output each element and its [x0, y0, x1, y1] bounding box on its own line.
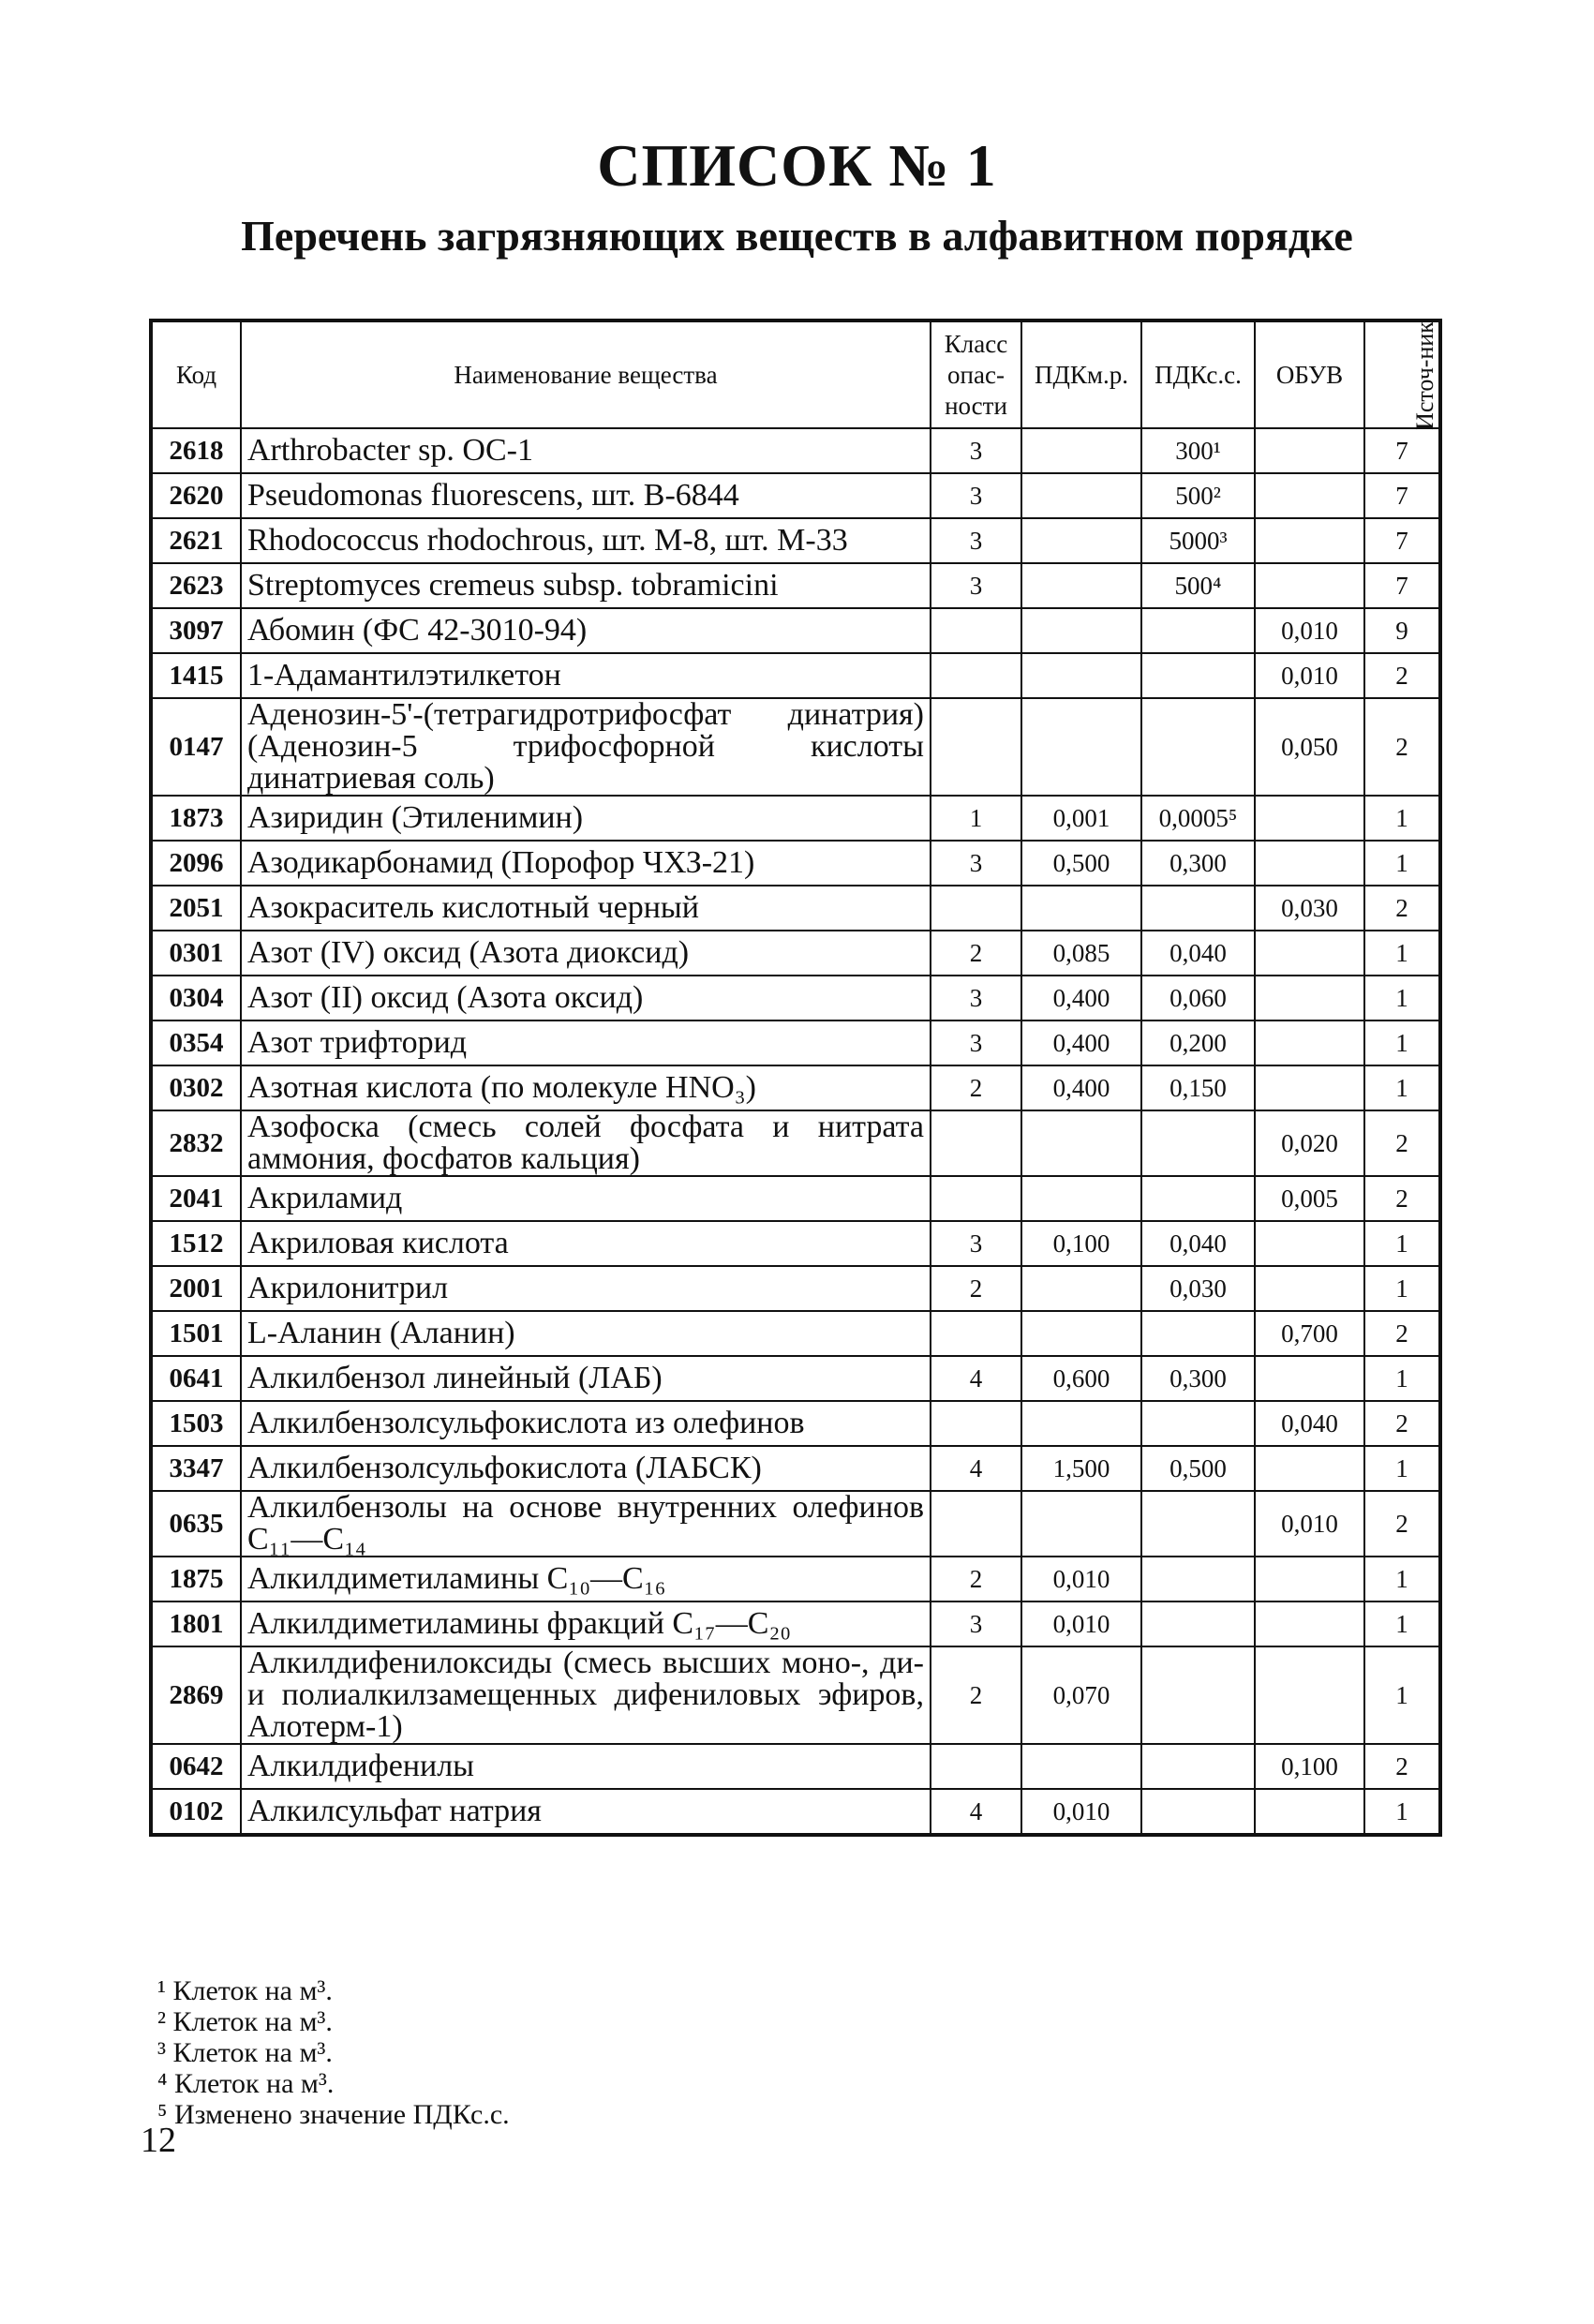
cell-pdk-ss	[1141, 1491, 1255, 1557]
cell-obuv: 0,020	[1255, 1110, 1364, 1176]
cell-obuv: 0,030	[1255, 886, 1364, 931]
cell-code: 1875	[151, 1557, 241, 1601]
header-code: Код	[151, 320, 241, 428]
table-row	[151, 428, 1440, 473]
cell-pdk-ss: 0,150	[1141, 1065, 1255, 1110]
table-row	[151, 1065, 1440, 1110]
cell-name: Азот (IV) оксид (Азота диоксид)	[241, 931, 931, 976]
cell-pdk-ss: 500²	[1141, 473, 1255, 518]
cell-code: 0102	[151, 1789, 241, 1835]
table-row	[151, 1446, 1440, 1491]
cell-pdk-mr	[1021, 1110, 1141, 1176]
cell-name: Алкилбензолы на основе внутренних олефинов C₁₁—C₁₄	[241, 1491, 931, 1557]
cell-name: Алкилбензолсульфокислота из олефинов	[241, 1401, 931, 1446]
cell-source: 1	[1364, 1221, 1440, 1266]
cell-source: 7	[1364, 473, 1440, 518]
cell-source: 1	[1364, 796, 1440, 841]
cell-obuv	[1255, 1446, 1364, 1491]
cell-pdk-ss	[1141, 653, 1255, 698]
cell-pdk-mr: 0,100	[1021, 1221, 1141, 1266]
table-row	[151, 1176, 1440, 1221]
cell-pdk-ss	[1141, 1557, 1255, 1601]
cell-pdk-mr	[1021, 428, 1141, 473]
header-class: Класс опас-ности	[931, 320, 1021, 428]
cell-code: 0302	[151, 1065, 241, 1110]
table-header-row	[151, 320, 1440, 428]
cell-name: Акрилонитрил	[241, 1266, 931, 1311]
cell-name: Акриловая кислота	[241, 1221, 931, 1266]
cell-name: Азиридин (Этиленимин)	[241, 796, 931, 841]
cell-class	[931, 1110, 1021, 1176]
cell-pdk-mr: 0,070	[1021, 1646, 1141, 1744]
cell-source: 2	[1364, 653, 1440, 698]
header-pdk-mr: ПДКм.р.	[1021, 320, 1141, 428]
footnote: ³ Клеток на м³.	[157, 2037, 333, 2068]
cell-source: 1	[1364, 1601, 1440, 1646]
header-pdk-ss: ПДКс.с.	[1141, 320, 1255, 428]
cell-source: 1	[1364, 1646, 1440, 1744]
table-row	[151, 473, 1440, 518]
cell-name: Аденозин-5'-(тетрагидротрифосфат динатрия) (Аденозин-5 трифосфорной кислоты динатриевая соль)	[241, 698, 931, 796]
cell-code: 1415	[151, 653, 241, 698]
cell-code: 1873	[151, 796, 241, 841]
cell-class	[931, 1744, 1021, 1789]
cell-code: 1503	[151, 1401, 241, 1446]
cell-class: 3	[931, 841, 1021, 886]
table-row	[151, 1356, 1440, 1401]
cell-obuv	[1255, 841, 1364, 886]
table-row	[151, 1020, 1440, 1065]
cell-obuv	[1255, 1266, 1364, 1311]
cell-pdk-ss	[1141, 1646, 1255, 1744]
cell-obuv: 0,010	[1255, 608, 1364, 653]
cell-name: Алкилдиметиламины C₁₀—C₁₆	[241, 1557, 931, 1601]
cell-pdk-mr: 0,500	[1021, 841, 1141, 886]
cell-pdk-ss	[1141, 1176, 1255, 1221]
table-row	[151, 1311, 1440, 1356]
cell-name: Азот (II) оксид (Азота оксид)	[241, 976, 931, 1020]
cell-class: 3	[931, 428, 1021, 473]
cell-class: 4	[931, 1356, 1021, 1401]
page-subtitle: Перечень загрязняющих веществ в алфавитном порядке	[241, 212, 1353, 260]
cell-pdk-mr	[1021, 608, 1141, 653]
cell-source: 1	[1364, 1446, 1440, 1491]
cell-source: 2	[1364, 1491, 1440, 1557]
cell-code: 0147	[151, 698, 241, 796]
cell-source: 2	[1364, 1401, 1440, 1446]
table-row	[151, 796, 1440, 841]
cell-pdk-ss: 0,060	[1141, 976, 1255, 1020]
table-row	[151, 1221, 1440, 1266]
table-row	[151, 886, 1440, 931]
cell-obuv	[1255, 1601, 1364, 1646]
cell-pdk-mr: 0,001	[1021, 796, 1141, 841]
cell-pdk-ss: 0,200	[1141, 1020, 1255, 1065]
cell-pdk-mr	[1021, 1491, 1141, 1557]
cell-obuv	[1255, 473, 1364, 518]
cell-pdk-ss: 0,040	[1141, 1221, 1255, 1266]
cell-pdk-ss	[1141, 886, 1255, 931]
cell-class: 4	[931, 1446, 1021, 1491]
cell-code: 0641	[151, 1356, 241, 1401]
cell-pdk-ss: 0,500	[1141, 1446, 1255, 1491]
table-row	[151, 563, 1440, 608]
cell-source: 1	[1364, 1020, 1440, 1065]
cell-code: 1501	[151, 1311, 241, 1356]
table-row	[151, 1266, 1440, 1311]
cell-source: 9	[1364, 608, 1440, 653]
cell-obuv: 0,010	[1255, 1491, 1364, 1557]
cell-code: 3097	[151, 608, 241, 653]
cell-class: 3	[931, 563, 1021, 608]
cell-name: Алкилдиметиламины фракций C₁₇—C₂₀	[241, 1601, 931, 1646]
cell-source: 2	[1364, 1110, 1440, 1176]
cell-name: Алкилдифенилы	[241, 1744, 931, 1789]
table-row	[151, 1401, 1440, 1446]
cell-pdk-mr: 1,500	[1021, 1446, 1141, 1491]
table-row	[151, 1557, 1440, 1601]
cell-pdk-mr	[1021, 518, 1141, 563]
footnote: ⁴ Клеток на м³.	[157, 2068, 335, 2099]
header-obuv: ОБУВ	[1255, 320, 1364, 428]
cell-pdk-mr	[1021, 473, 1141, 518]
cell-source: 1	[1364, 976, 1440, 1020]
cell-class	[931, 1491, 1021, 1557]
cell-obuv	[1255, 428, 1364, 473]
cell-pdk-ss: 5000³	[1141, 518, 1255, 563]
cell-obuv	[1255, 1020, 1364, 1065]
cell-code: 2621	[151, 518, 241, 563]
cell-pdk-mr: 0,085	[1021, 931, 1141, 976]
page-title: СПИСОК № 1	[597, 132, 997, 199]
cell-class: 4	[931, 1789, 1021, 1835]
cell-class: 3	[931, 473, 1021, 518]
cell-pdk-ss: 500⁴	[1141, 563, 1255, 608]
cell-pdk-mr: 0,400	[1021, 976, 1141, 1020]
header-source	[1364, 320, 1440, 428]
cell-name: Абомин (ФС 42-3010-94)	[241, 608, 931, 653]
cell-class: 2	[931, 1266, 1021, 1311]
cell-name: Азокраситель кислотный черный	[241, 886, 931, 931]
footnote: ¹ Клеток на м³.	[157, 1975, 333, 2006]
cell-class: 3	[931, 1020, 1021, 1065]
cell-class: 2	[931, 1646, 1021, 1744]
cell-class: 3	[931, 1221, 1021, 1266]
page-number: 12	[141, 2121, 176, 2160]
cell-pdk-mr	[1021, 563, 1141, 608]
cell-pdk-ss: 0,0005⁵	[1141, 796, 1255, 841]
cell-obuv	[1255, 1065, 1364, 1110]
cell-name: Акриламид	[241, 1176, 931, 1221]
cell-code: 0635	[151, 1491, 241, 1557]
cell-pdk-ss: 0,030	[1141, 1266, 1255, 1311]
cell-class: 2	[931, 931, 1021, 976]
cell-pdk-mr: 0,400	[1021, 1020, 1141, 1065]
cell-source: 2	[1364, 698, 1440, 796]
cell-class: 2	[931, 1557, 1021, 1601]
cell-source: 1	[1364, 1065, 1440, 1110]
cell-code: 2620	[151, 473, 241, 518]
cell-class	[931, 608, 1021, 653]
cell-pdk-ss	[1141, 1311, 1255, 1356]
cell-pdk-mr	[1021, 1176, 1141, 1221]
cell-obuv	[1255, 563, 1364, 608]
cell-source: 2	[1364, 1176, 1440, 1221]
cell-name: Arthrobacter sp. OC-1	[241, 428, 931, 473]
cell-code: 2869	[151, 1646, 241, 1744]
table-row	[151, 518, 1440, 563]
table-row	[151, 841, 1440, 886]
cell-source: 1	[1364, 1266, 1440, 1311]
cell-code: 0304	[151, 976, 241, 1020]
cell-source: 2	[1364, 1744, 1440, 1789]
cell-pdk-ss: 0,300	[1141, 1356, 1255, 1401]
cell-class	[931, 653, 1021, 698]
cell-code: 0354	[151, 1020, 241, 1065]
cell-pdk-ss	[1141, 698, 1255, 796]
cell-class	[931, 698, 1021, 796]
cell-pdk-mr	[1021, 1744, 1141, 1789]
cell-source: 7	[1364, 428, 1440, 473]
cell-pdk-ss: 0,040	[1141, 931, 1255, 976]
cell-source: 1	[1364, 1557, 1440, 1601]
table-row	[151, 1601, 1440, 1646]
cell-name: Rhodococcus rhodochrous, шт. М-8, шт. М-33	[241, 518, 931, 563]
cell-pdk-mr	[1021, 1311, 1141, 1356]
cell-obuv	[1255, 518, 1364, 563]
cell-name: Азотная кислота (по молекуле HNO₃)	[241, 1065, 931, 1110]
table-row	[151, 1744, 1440, 1789]
table-row	[151, 653, 1440, 698]
cell-obuv: 0,050	[1255, 698, 1364, 796]
cell-pdk-ss	[1141, 1789, 1255, 1835]
cell-code: 1801	[151, 1601, 241, 1646]
cell-obuv	[1255, 931, 1364, 976]
cell-obuv: 0,040	[1255, 1401, 1364, 1446]
cell-obuv: 0,005	[1255, 1176, 1364, 1221]
cell-name: Алкилдифенилоксиды (смесь высших моно-, ди- и полиалкилзамещенных дифениловых эфиров, Алотерм-1)	[241, 1646, 931, 1744]
cell-code: 2618	[151, 428, 241, 473]
cell-code: 2832	[151, 1110, 241, 1176]
cell-class	[931, 1311, 1021, 1356]
cell-code: 3347	[151, 1446, 241, 1491]
footnote: ⁵ Изменено значение ПДКс.с.	[157, 2099, 510, 2130]
cell-class	[931, 886, 1021, 931]
cell-class: 1	[931, 796, 1021, 841]
cell-name: Pseudomonas fluorescens, шт. В-6844	[241, 473, 931, 518]
header-name: Наименование вещества	[241, 320, 931, 428]
cell-pdk-mr	[1021, 1401, 1141, 1446]
cell-pdk-ss: 300¹	[1141, 428, 1255, 473]
cell-code: 2001	[151, 1266, 241, 1311]
cell-class	[931, 1401, 1021, 1446]
cell-pdk-ss	[1141, 1110, 1255, 1176]
cell-obuv: 0,700	[1255, 1311, 1364, 1356]
cell-source: 1	[1364, 931, 1440, 976]
cell-name: Streptomyces cremeus subsp. tobramicini	[241, 563, 931, 608]
cell-source: 2	[1364, 1311, 1440, 1356]
cell-name: 1-Адамантилэтилкетон	[241, 653, 931, 698]
cell-class: 3	[931, 1601, 1021, 1646]
cell-name: Алкилбензол линейный (ЛАБ)	[241, 1356, 931, 1401]
cell-obuv: 0,010	[1255, 653, 1364, 698]
table-row	[151, 976, 1440, 1020]
table-row	[151, 1646, 1440, 1744]
cell-pdk-mr: 0,010	[1021, 1789, 1141, 1835]
cell-obuv	[1255, 976, 1364, 1020]
cell-code: 0642	[151, 1744, 241, 1789]
cell-name: Азот трифторид	[241, 1020, 931, 1065]
cell-class: 3	[931, 518, 1021, 563]
table-row	[151, 698, 1440, 796]
cell-pdk-mr	[1021, 698, 1141, 796]
table-row	[151, 608, 1440, 653]
cell-pdk-mr: 0,600	[1021, 1356, 1141, 1401]
cell-pdk-mr: 0,010	[1021, 1557, 1141, 1601]
cell-code: 2041	[151, 1176, 241, 1221]
cell-source: 1	[1364, 1356, 1440, 1401]
cell-name: Азофоска (смесь солей фосфата и нитрата аммония, фосфатов кальция)	[241, 1110, 931, 1176]
cell-obuv: 0,100	[1255, 1744, 1364, 1789]
cell-class: 2	[931, 1065, 1021, 1110]
substances-table	[149, 319, 1442, 1837]
cell-obuv	[1255, 1557, 1364, 1601]
cell-pdk-ss	[1141, 1601, 1255, 1646]
table-row	[151, 1491, 1440, 1557]
cell-source: 7	[1364, 563, 1440, 608]
cell-code: 2051	[151, 886, 241, 931]
header-source-label: Источ-ник	[1410, 320, 1438, 430]
cell-pdk-mr	[1021, 653, 1141, 698]
cell-source: 1	[1364, 1789, 1440, 1835]
table-row	[151, 931, 1440, 976]
cell-code: 1512	[151, 1221, 241, 1266]
cell-name: Алкилсульфат натрия	[241, 1789, 931, 1835]
cell-source: 1	[1364, 841, 1440, 886]
cell-pdk-ss	[1141, 1744, 1255, 1789]
footnotes	[157, 1975, 510, 2130]
cell-obuv	[1255, 1646, 1364, 1744]
cell-pdk-ss	[1141, 608, 1255, 653]
table-row	[151, 1110, 1440, 1176]
cell-pdk-mr: 0,400	[1021, 1065, 1141, 1110]
cell-source: 2	[1364, 886, 1440, 931]
cell-obuv	[1255, 1356, 1364, 1401]
cell-pdk-mr	[1021, 886, 1141, 931]
cell-name: L-Аланин (Аланин)	[241, 1311, 931, 1356]
cell-code: 2623	[151, 563, 241, 608]
cell-pdk-mr: 0,010	[1021, 1601, 1141, 1646]
cell-pdk-mr	[1021, 1266, 1141, 1311]
cell-name: Алкилбензолсульфокислота (ЛАБСК)	[241, 1446, 931, 1491]
cell-class	[931, 1176, 1021, 1221]
cell-code: 2096	[151, 841, 241, 886]
table-row	[151, 1789, 1440, 1835]
cell-class: 3	[931, 976, 1021, 1020]
cell-source: 7	[1364, 518, 1440, 563]
cell-name: Азодикарбонамид (Порофор ЧХЗ-21)	[241, 841, 931, 886]
cell-code: 0301	[151, 931, 241, 976]
cell-pdk-ss: 0,300	[1141, 841, 1255, 886]
cell-obuv	[1255, 796, 1364, 841]
cell-obuv	[1255, 1221, 1364, 1266]
footnote: ² Клеток на м³.	[157, 2006, 333, 2037]
cell-obuv	[1255, 1789, 1364, 1835]
cell-pdk-ss	[1141, 1401, 1255, 1446]
